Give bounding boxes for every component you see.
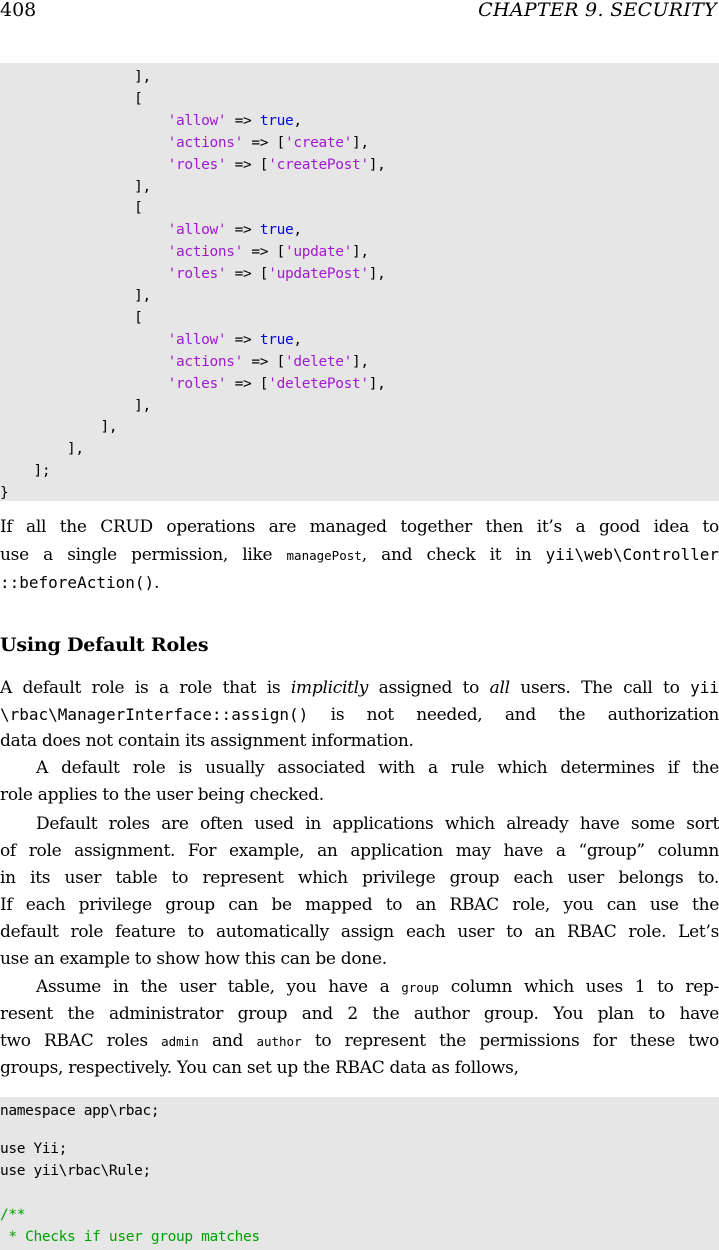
paragraph-default-line-2: \rbac\ManagerInterface::assign() is not needed, and the authorization: [0, 705, 719, 725]
code-punctuation: ],: [351, 244, 369, 261]
paragraph-often-line-6: use an example to show how this can be done.: [0, 949, 387, 969]
code-line: [0, 66, 151, 88]
code-line: [0, 219, 302, 241]
code-punctuation: ,: [293, 112, 302, 129]
paragraph-assume-line-3: two RBAC roles admin and author to represent the permissions for these two: [0, 1031, 719, 1051]
code-line: [0, 285, 151, 307]
paragraph-assume-line-1: Assume in the user table, you have a group column which uses 1 to rep-: [36, 977, 719, 997]
section-heading: Using Default Roles: [0, 634, 209, 656]
paragraph-crud-line-1: If all the CRUD operations are managed together then it’s a good idea to: [0, 517, 719, 537]
code-line: [0, 154, 386, 176]
paragraph-default-line-3: data does not contain its assignment information.: [0, 731, 414, 751]
code-text: [: [0, 200, 143, 217]
code-text: [0, 157, 168, 173]
inline-code-managepost: managePost: [286, 548, 362, 563]
code-line: [0, 482, 8, 504]
paragraph-crud-line-3: ::beforeAction().: [0, 573, 160, 593]
paragraph-crud-line-2: use a single permission, like managePost, and check it in yii\web\Controller: [0, 545, 719, 565]
code-operator: =>: [226, 222, 260, 239]
inline-code-beforeaction: ::beforeAction(): [0, 573, 155, 592]
inline-code-admin: admin: [161, 1034, 199, 1049]
paragraph-often-line-5: default role feature to automatically assign each user to an RBAC role. Let’s: [0, 922, 719, 942]
code-text: }: [0, 485, 9, 502]
code-text: ],: [0, 397, 151, 414]
code-string: 'roles': [167, 375, 227, 392]
code-string: 'allow': [167, 112, 227, 129]
code-line: use yii\rbac\Rule;: [0, 1163, 151, 1179]
code-text: [0, 332, 168, 348]
code-line: [0, 329, 302, 351]
code-operator: => [: [226, 266, 269, 283]
code-string: 'allow': [167, 222, 227, 239]
code-text: [0, 135, 168, 151]
code-keyword: true: [259, 222, 294, 239]
code-text: ];: [0, 463, 51, 480]
code-punctuation: ],: [351, 134, 369, 151]
code-line: [0, 88, 142, 110]
code-line: [0, 197, 142, 219]
code-string: 'update': [284, 244, 352, 261]
code-punctuation: ],: [368, 156, 386, 173]
paragraph-often-line-2: of role assignment. For example, an application may have a “group” column: [0, 841, 719, 861]
code-keyword: true: [259, 112, 294, 129]
code-operator: => [: [226, 156, 269, 173]
inline-code-group: group: [401, 980, 439, 995]
code-string: 'actions': [167, 353, 244, 370]
code-text: ],: [0, 69, 151, 85]
page-header: [0, 0, 719, 22]
paragraph-often-line-4: If each privilege group can be mapped to an RBAC role, you can use the: [0, 895, 719, 915]
code-block-rbac-rule: [0, 1097, 719, 1250]
code-line: [0, 110, 302, 132]
paragraph-default-line-1: A default role is a role that is implicitly assigned to all users. The call to yii: [0, 678, 719, 698]
code-text: ],: [0, 178, 151, 195]
code-string: 'roles': [167, 266, 227, 283]
inline-code-author: author: [256, 1034, 302, 1049]
code-punctuation: ],: [368, 375, 386, 392]
code-punctuation: ,: [293, 331, 302, 348]
code-punctuation: ],: [351, 353, 369, 370]
code-line: [0, 395, 151, 417]
code-comment-line: /**: [0, 1207, 26, 1223]
code-text: [: [0, 309, 143, 326]
code-text: ],: [0, 441, 84, 458]
code-string: 'actions': [167, 244, 244, 261]
code-string: 'deletePost': [268, 375, 369, 392]
code-line: [0, 263, 386, 285]
chapter-title: CHAPTER 9. SECURITY: [478, 0, 717, 21]
inline-code-assign: \rbac\ManagerInterface::assign(): [0, 705, 309, 724]
code-line: [0, 373, 386, 395]
code-block-access-rules: [0, 63, 719, 501]
code-keyword: true: [259, 331, 294, 348]
code-text: [0, 266, 168, 282]
code-line: [0, 351, 369, 373]
paragraph-assoc-line-2: role applies to the user being checked.: [0, 785, 324, 805]
code-line: [0, 176, 151, 198]
code-text: [0, 222, 168, 238]
code-operator: =>: [226, 112, 260, 129]
code-operator: => [: [243, 353, 285, 370]
inline-code-controller: yii\web\Controller: [545, 545, 719, 564]
code-operator: => [: [243, 134, 285, 151]
code-comment-line: * Checks if user group matches: [0, 1229, 260, 1245]
paragraph-often-line-1: Default roles are often used in applications which already have some sort: [36, 814, 719, 834]
code-string: 'create': [284, 134, 352, 151]
code-punctuation: ],: [368, 266, 386, 283]
code-operator: => [: [243, 244, 285, 261]
code-line: [0, 307, 142, 329]
code-line: [0, 132, 369, 154]
code-line: [0, 241, 369, 263]
paragraph-often-line-3: in its user table to represent which privilege group each user belongs to.: [0, 868, 719, 888]
code-line: [0, 438, 84, 460]
code-line: [0, 416, 117, 438]
code-string: 'allow': [167, 331, 227, 348]
code-line: [0, 460, 50, 482]
code-text: [0, 113, 168, 129]
code-line: use Yii;: [0, 1141, 68, 1157]
code-string: 'actions': [167, 134, 244, 151]
code-text: [0, 244, 168, 260]
code-string: 'updatePost': [268, 266, 369, 283]
paragraph-assoc-line-1: A default role is usually associated with a rule which determines if the: [36, 758, 719, 778]
code-text: ],: [0, 288, 151, 304]
code-text: [0, 354, 168, 370]
code-line: namespace app\rbac;: [0, 1103, 160, 1119]
code-text: ],: [0, 419, 118, 436]
code-string: 'delete': [284, 353, 352, 370]
code-text: [0, 376, 168, 392]
paragraph-assume-line-4: groups, respectively. You can set up the RBAC data as follows,: [0, 1058, 519, 1078]
code-punctuation: ,: [293, 222, 302, 239]
code-text: [: [0, 90, 143, 107]
paragraph-assume-line-2: resent the administrator group and 2 the author group. You plan to have: [0, 1004, 719, 1024]
code-string: 'createPost': [268, 156, 369, 173]
code-operator: =>: [226, 331, 260, 348]
code-operator: => [: [226, 375, 269, 392]
page-number: 408: [0, 0, 37, 21]
code-string: 'roles': [167, 156, 227, 173]
